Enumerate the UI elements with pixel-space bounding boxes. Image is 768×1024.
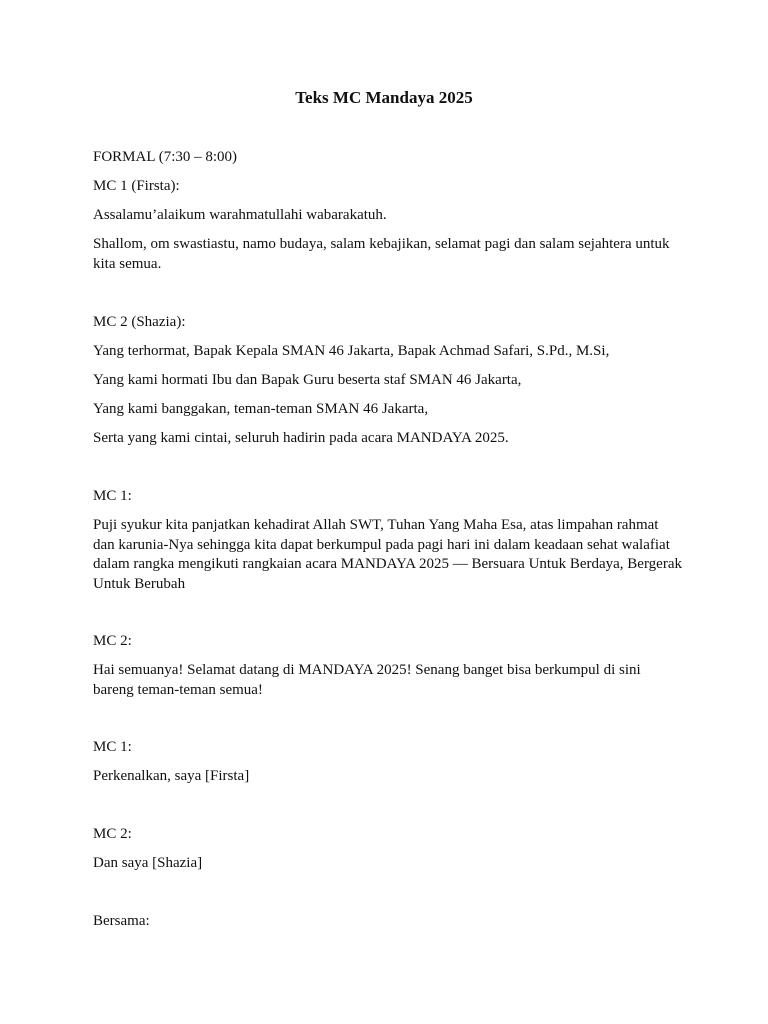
paragraph: Yang terhormat, Bapak Kepala SMAN 46 Jakarta, Bapak Achmad Safari, S.Pd., M.Si, — [93, 343, 610, 359]
paragraph: Assalamu’alaikum warahmatullahi wabarakatuh. — [93, 207, 387, 223]
paragraph: Yang kami banggakan, teman-teman SMAN 46 Jakarta, — [93, 401, 429, 417]
speaker-label-mc2: MC 2: — [93, 826, 132, 842]
paragraph: Perkenalkan, saya [Firsta] — [93, 768, 250, 784]
speaker-label-together: Bersama: — [93, 913, 150, 929]
paragraph: Yang kami hormati Ibu dan Bapak Guru beserta staf SMAN 46 Jakarta, — [93, 372, 522, 388]
speaker-label-mc2: MC 2: — [93, 633, 132, 649]
paragraph: Serta yang kami cintai, seluruh hadirin pada acara MANDAYA 2025. — [93, 430, 509, 446]
paragraph: Hai semuanya! Selamat datang di MANDAYA 2025! Senang banget bisa berkumpul di sini bareng teman-teman semua! — [93, 662, 641, 698]
paragraph: Shallom, om swastiastu, namo budaya, salam kebajikan, selamat pagi dan salam sejahtera untuk kita semua. — [93, 236, 670, 272]
speaker-label-mc2: MC 2 (Shazia): — [93, 314, 186, 330]
section-heading-formal: FORMAL (7:30 – 8:00) — [93, 149, 238, 165]
document-title: Teks MC Mandaya 2025 — [295, 88, 473, 107]
speaker-label-mc1: MC 1: — [93, 739, 132, 755]
paragraph: Dan saya [Shazia] — [93, 855, 203, 871]
paragraph: Puji syukur kita panjatkan kehadirat Allah SWT, Tuhan Yang Maha Esa, atas limpahan rahmat dan karunia-Nya sehingga kita dapat berkumpul pada pagi hari ini dalam keadaan sehat walafiat dalam rangka mengikuti rangkaian acara MANDAYA 2025 — Bersuara Untuk Berdaya, Bergerak Untuk Berubah — [93, 517, 682, 592]
speaker-label-mc1: MC 1 (Firsta): — [93, 178, 180, 194]
speaker-label-mc1: MC 1: — [93, 488, 132, 504]
